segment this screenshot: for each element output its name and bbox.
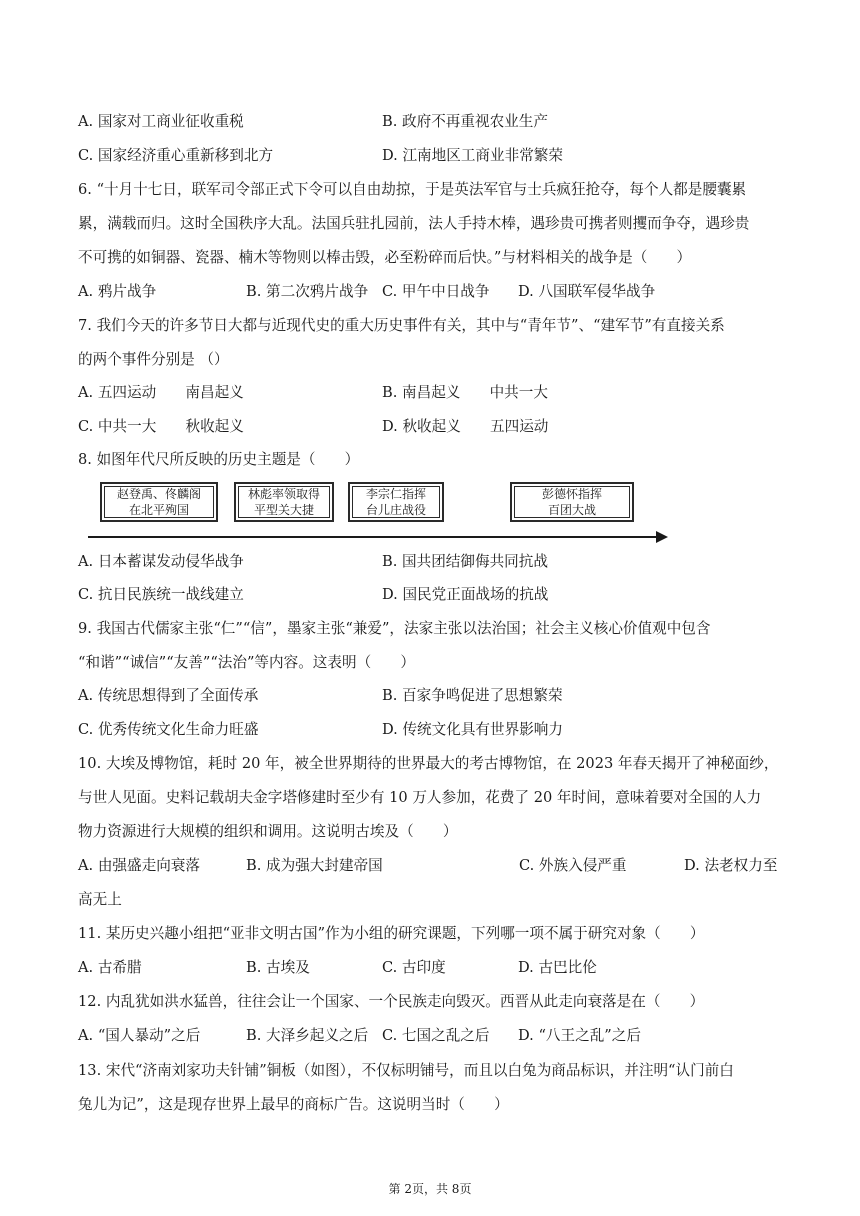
timeline-event-3-line1: 李宗仁指挥 bbox=[365, 487, 426, 501]
page-footer: 第 2页，共 8页 bbox=[388, 1182, 472, 1196]
timeline-event-3 bbox=[348, 482, 444, 522]
q9-option-c: C. 优秀传统文化生命力旺盛 bbox=[78, 721, 259, 738]
timeline-event-1-line2: 在北平殉国 bbox=[128, 503, 189, 517]
q5-option-a: A. 国家对工商业征收重税 bbox=[78, 113, 244, 130]
timeline-event-2-line1: 林彪率领取得 bbox=[247, 487, 320, 501]
timeline-event-4-line1: 彭德怀指挥 bbox=[541, 487, 602, 501]
q10-option-b: B. 成为强大封建帝国 bbox=[246, 857, 383, 874]
q11-option-c: C. 古印度 bbox=[382, 959, 446, 976]
timeline-event-4-line2: 百团大战 bbox=[547, 503, 596, 517]
q11-option-b: B. 古埃及 bbox=[246, 959, 310, 976]
q11-stem: 11. 某历史兴趣小组把“亚非文明古国”作为小组的研究课题，下列哪一项不属于研究对象（ ） bbox=[78, 925, 705, 942]
q7-stem-line1: 7. 我们今天的许多节日大都与近现代史的重大历史事件有关，其中与“青年节”、“建军节”有直接关系 bbox=[78, 317, 725, 334]
q12-stem: 12. 内乱犹如洪水猛兽，往往会让一个国家、一个民族走向毁灭。西晋从此走向衰落是在（ ） bbox=[78, 993, 705, 1010]
q9-stem-line1: 9. 我国古代儒家主张“仁”“信”，墨家主张“兼爱”，法家主张以法治国；社会主义核心价值观中包含 bbox=[78, 620, 711, 637]
timeline-axis bbox=[88, 536, 658, 538]
q10-stem-line1: 10. 大埃及博物馆，耗时 20 年，被全世界期待的世界最大的考古博物馆，在 2023 年春天揭开了神秘面纱， bbox=[78, 755, 779, 772]
q6-stem-line1: 6. “十月十七日，联军司令部正式下令可以自由劫掠，于是英法军官与士兵疯狂抢夺，每个人都是腰囊累 bbox=[78, 181, 747, 198]
q12-option-b: B. 大泽乡起义之后 bbox=[246, 1027, 369, 1044]
q6-option-c: C. 甲午中日战争 bbox=[382, 283, 490, 300]
q11-option-d: D. 古巴比伦 bbox=[518, 959, 597, 976]
q9-option-a: A. 传统思想得到了全面传承 bbox=[78, 687, 259, 704]
q10-stem-line3: 物力资源进行大规模的组织和调用。这说明古埃及（ ） bbox=[78, 823, 458, 840]
q10-stem-line2: 与世人见面。史料记载胡夫金字塔修建时至少有 10 万人参加，花费了 20 年时间，意味着要对全国的人力 bbox=[78, 789, 762, 806]
q10-option-d: D. 法老权力至 bbox=[684, 857, 778, 874]
q7-option-b: B. 南昌起义 中共一大 bbox=[382, 384, 548, 401]
q8-option-c: C. 抗日民族统一战线建立 bbox=[78, 586, 244, 603]
q12-option-d: D. “八王之乱”之后 bbox=[518, 1027, 641, 1044]
q5-option-c: C. 国家经济重心重新移到北方 bbox=[78, 147, 274, 164]
q8-option-b: B. 国共团结御侮共同抗战 bbox=[382, 553, 548, 570]
q8-option-a: A. 日本蓄谋发动侵华战争 bbox=[78, 553, 244, 570]
q10-option-a: A. 由强盛走向衰落 bbox=[78, 857, 200, 874]
q7-option-a: A. 五四运动 南昌起义 bbox=[78, 384, 244, 401]
q6-stem-line3: 不可携的如铜器、瓷器、楠木等物则以棒击毁，必至粉碎而后快。”与材料相关的战争是（ ） bbox=[78, 249, 692, 266]
q9-option-b: B. 百家争鸣促进了思想繁荣 bbox=[382, 687, 563, 704]
q8-option-d: D. 国民党正面战场的抗战 bbox=[382, 586, 549, 603]
q12-option-c: C. 七国之乱之后 bbox=[382, 1027, 490, 1044]
q9-stem-line2: “和谐”“诚信”“友善”“法治”等内容。这表明（ ） bbox=[78, 654, 415, 671]
q6-stem-line2: 累，满载而归。这时全国秩序大乱。法国兵驻扎园前，法人手持木棒，遇珍贵可携者则攫而争夺，遇珍贵 bbox=[78, 215, 750, 232]
q5-option-d: D. 江南地区工商业非常繁荣 bbox=[382, 147, 563, 164]
q7-option-c: C. 中共一大 秋收起义 bbox=[78, 418, 244, 435]
q12-option-a: A. “国人暴动”之后 bbox=[78, 1027, 201, 1044]
q7-stem-line2: 的两个事件分别是 （） bbox=[78, 351, 229, 368]
timeline-event-3-line2: 台儿庄战役 bbox=[365, 503, 426, 517]
q13-stem-line1: 13. 宋代“济南刘家功夫针铺”铜板（如图），不仅标明铺号，而且以白兔为商品标识，并注明“认门前白 bbox=[78, 1062, 734, 1079]
timeline-arrow-icon bbox=[656, 531, 668, 543]
q6-option-d: D. 八国联军侵华战争 bbox=[518, 283, 656, 300]
timeline-event-2-line2: 平型关大捷 bbox=[253, 503, 314, 517]
timeline-event-1 bbox=[100, 482, 218, 522]
q13-stem-line2: 兔儿为记”，这是现存世界上最早的商标广告。这说明当时（ ） bbox=[78, 1096, 509, 1113]
q10-option-d-continued: 高无上 bbox=[78, 891, 122, 908]
timeline-event-1-line1: 赵登禹、佟麟阁 bbox=[116, 487, 201, 501]
timeline-event-4 bbox=[510, 482, 634, 522]
q6-option-a: A. 鸦片战争 bbox=[78, 283, 157, 300]
q6-option-b: B. 第二次鸦片战争 bbox=[246, 283, 369, 300]
timeline-event-2 bbox=[234, 482, 334, 522]
q8-stem: 8. 如图年代尺所反映的历史主题是（ ） bbox=[78, 451, 360, 468]
q10-option-c: C. 外族入侵严重 bbox=[519, 857, 627, 874]
q11-option-a: A. 古希腊 bbox=[78, 959, 142, 976]
q7-option-d: D. 秋收起义 五四运动 bbox=[382, 418, 549, 435]
q5-option-b: B. 政府不再重视农业生产 bbox=[382, 113, 548, 130]
q9-option-d: D. 传统文化具有世界影响力 bbox=[382, 721, 563, 738]
